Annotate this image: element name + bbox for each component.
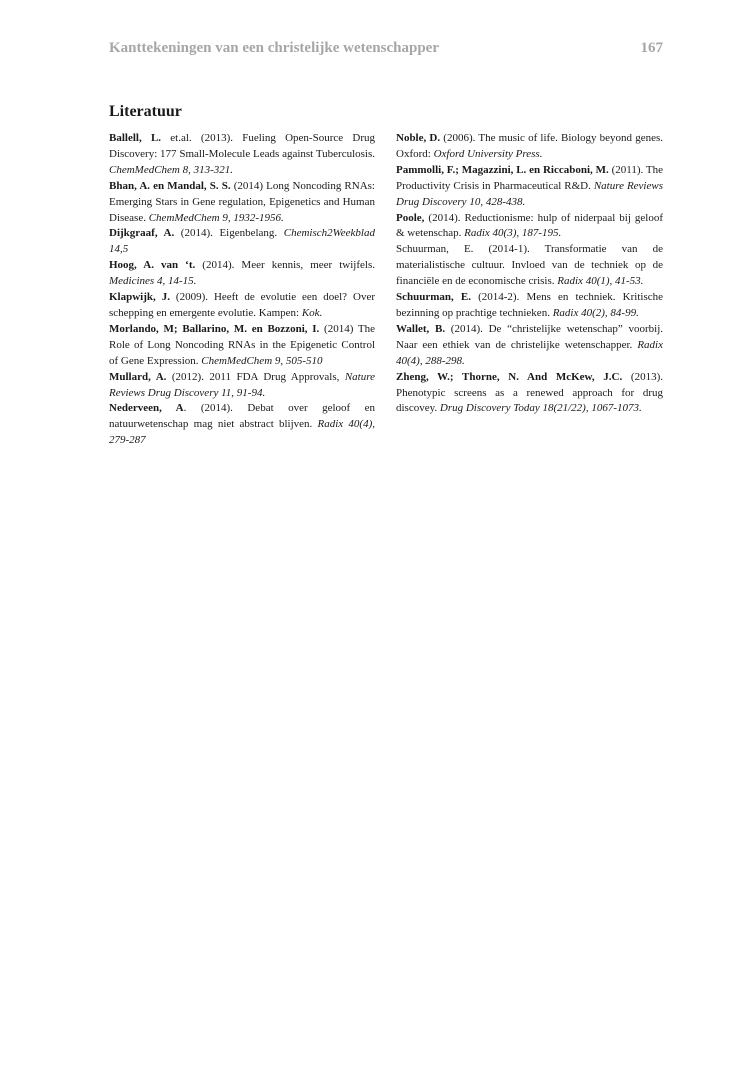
reference-entry [109,179,375,227]
reference-author: Morlando, M; Ballarino, M. en Bozzoni, I. [109,322,320,335]
reference-source: Radix 40(4), 279-287 [109,418,375,447]
reference-entry [109,322,375,370]
reference-source: ChemMedChem 9, 1932-1956. [148,211,284,224]
reference-source: Radix 40(4), 288-298. [396,338,663,367]
reference-entry [109,226,375,258]
reference-source: Radix 40(1), 41-53. [557,275,644,288]
reference-author: Poole, [396,211,425,224]
reference-entry [109,370,375,402]
reference-author: Pammolli, F.; Magazzini, L. en Riccaboni, M. [396,163,609,176]
reference-author: Bhan, A. en Mandal, S. S. [109,179,231,192]
reference-source: Radix 40(3), 187-195. [464,227,562,240]
reference-entry [109,401,375,449]
reference-author: Nederveen, A [109,402,184,415]
reference-text: (2014) The Role of Long Noncoding RNAs in the Epigenetic Control of Gene Expression. [109,322,376,367]
reference-text: (2009). Heeft de evolutie een doel? Over schepping en emergente evolutie. Kampen: [109,291,375,319]
reference-author: Mullard, A. [109,370,167,383]
reference-text: (2014-2). Mens en techniek. Kritische bezinning op prachtige technieken. [396,291,663,319]
page-number: 167 [640,40,663,56]
reference-source: ChemMedChem 8, 313-321. [109,163,234,176]
reference-author: Noble, D. [396,132,441,144]
reference-author: Dijkgraaf, A. [109,227,175,240]
reference-entry [109,131,375,179]
reference-author: Hoog, A. van ‘t. [109,259,196,272]
reference-author: Klapwijk, J. [109,291,170,304]
reference-text: Schuurman, E. (2014-1). Transformatie van de materialistische cultuur. Invloed van de techniek op de financiële en de economische crisis. [396,243,663,288]
running-head [109,40,663,64]
reference-entry [396,211,663,243]
reference-source: Medicines 4, 14-15. [109,275,197,288]
reference-entry [396,163,663,211]
reference-text: (2012). 2011 FDA Drug Approvals, [166,370,345,383]
reference-entry [396,322,663,370]
references-column-left [109,131,375,449]
reference-source: Radix 40(2), 84-99. [552,306,639,319]
section-heading: Literatuur [109,103,182,120]
reference-source: Kok. [301,306,323,319]
reference-source: Drug Discovery Today 18(21/22), 1067-1073. [439,402,642,415]
reference-entry [396,242,663,290]
reference-text: . (2014). Debat over geloof en natuurwetenschap mag niet abstract blijven. [109,402,376,431]
reference-source: Chemisch2Weekblad 14,5 [109,227,375,256]
reference-entry [396,290,663,322]
reference-entry [396,370,663,418]
reference-author: Ballell, L. [109,132,162,144]
reference-source: Oxford University Press. [433,147,543,160]
reference-entry [396,131,663,163]
reference-entry [109,290,375,322]
reference-text: (2014). Reductionisme: hulp of niderpaal bij geloof & wetenschap. [396,211,663,240]
references-column-right [396,131,663,417]
reference-text: (2013). Phenotypic screens as a renewed approach for drug discovey. [396,370,663,415]
reference-text: (2014) Long Noncoding RNAs: Emerging Stars in Gene regulation, Epigenetics and Human Disease. [109,179,375,224]
reference-text: (2014). Meer kennis, meer twijfels. [195,259,375,272]
reference-text: (2014). Eigenbelang. [174,227,284,240]
reference-text: (2006). The music of life. Biology beyond genes. Oxford: [396,132,663,160]
reference-text: (2011). The Productivity Crisis in Pharmaceutical R&D. [396,163,663,192]
reference-author: Wallet, B. [396,322,446,335]
reference-author: Schuurman, E. [396,291,471,304]
reference-text: (2014). De “christelijke wetenschap” voorbij. Naar een ethiek van de christelijke wetenschapper. [396,322,663,351]
reference-source: Nature Reviews Drug Discovery 10, 428-438. [396,179,663,208]
reference-entry [109,258,375,290]
reference-source: Nature Reviews Drug Discovery 11, 91-94. [109,370,375,399]
reference-text: et.al. (2013). Fueling Open-Source Drug Discovery: 177 Small-Molecule Leads against Tuberculosis. [109,132,375,160]
running-head-title: Kanttekeningen van een christelijke wetenschapper [109,40,439,56]
reference-author: Zheng, W.; Thorne, N. And McKew, J.C. [396,370,623,383]
reference-source: ChemMedChem 9, 505-510 [201,354,323,367]
